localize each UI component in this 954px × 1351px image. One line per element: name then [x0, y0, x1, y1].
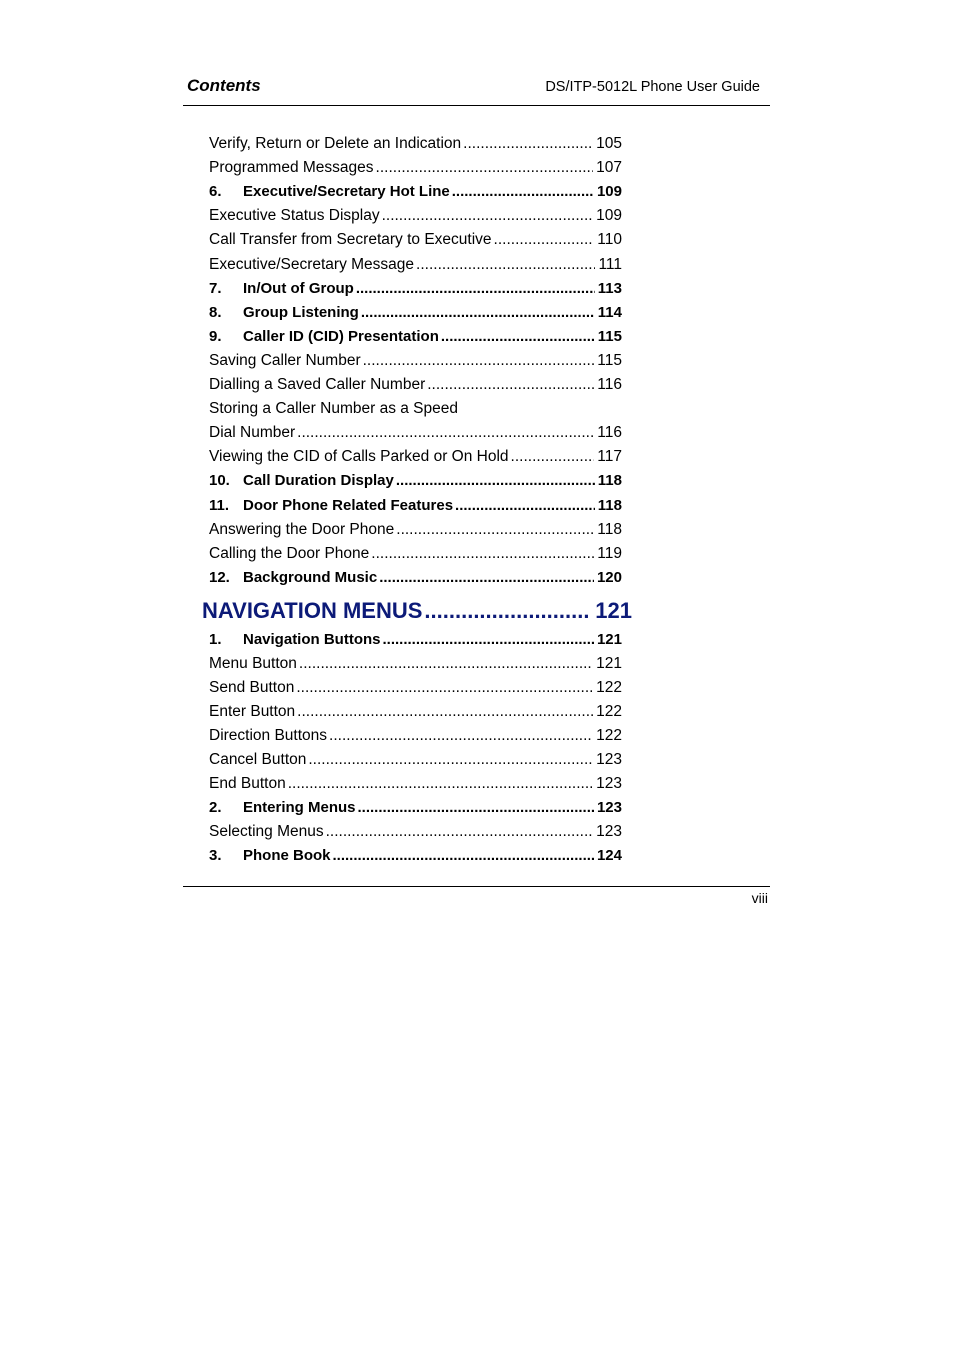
toc-entry[interactable]	[209, 181, 622, 203]
footer-rule	[183, 886, 770, 887]
toc-entry-title: Selecting Menus	[209, 823, 324, 840]
toc-leader	[299, 653, 593, 675]
toc-entry-page: 116	[597, 424, 622, 442]
toc-entry[interactable]	[209, 519, 622, 541]
toc-section-navigation-menus[interactable]	[202, 596, 632, 626]
toc-entry-page: 107	[596, 159, 622, 177]
toc-entry-title: Send Button	[209, 679, 295, 696]
toc-entry-title: Executive/Secretary Hot Line	[243, 183, 450, 201]
toc-entry-title: End Button	[209, 775, 286, 792]
toc-entry[interactable]	[209, 749, 622, 771]
toc-entry-title: Call Duration Display	[243, 472, 394, 490]
header-section-title: Contents	[187, 76, 261, 95]
toc-entry-title: Caller ID (CID) Presentation	[243, 327, 439, 345]
toc-leader	[329, 725, 593, 747]
toc-entry-page: 120	[596, 568, 622, 586]
toc-entry-page: 110	[597, 231, 622, 249]
toc-leader	[427, 374, 594, 396]
toc-entry-number: 10.	[209, 472, 230, 490]
toc-entry-title: Phone Book	[243, 847, 331, 864]
header-document-title: DS/ITP-5012L Phone User Guide	[545, 79, 760, 95]
toc-leader	[308, 749, 593, 771]
toc-entry-page: 122	[596, 727, 622, 744]
toc-entry[interactable]	[209, 495, 622, 517]
toc-entry-title: Calling the Door Phone	[209, 544, 370, 562]
toc-entry-page: 111	[598, 255, 622, 273]
toc-entry[interactable]	[209, 278, 622, 300]
toc-entry-number: 11.	[209, 496, 230, 514]
toc-entry-title: Dialling a Saved Caller Number	[209, 376, 426, 393]
toc-entry-title: Direction Buttons	[209, 727, 328, 744]
toc-leader	[358, 797, 594, 819]
toc-entry-title: Door Phone Related Features	[243, 496, 454, 514]
toc-entry[interactable]	[209, 422, 622, 444]
toc-leader	[371, 543, 594, 565]
toc-entry-title: Answering the Door Phone	[209, 520, 395, 538]
toc-entry-page: 123	[596, 799, 622, 816]
toc-entry-page: 114	[597, 303, 622, 321]
toc-entry-page: 124	[596, 847, 622, 864]
toc-entry[interactable]	[209, 446, 622, 468]
toc-entry[interactable]	[209, 302, 622, 324]
toc-leader	[296, 677, 593, 699]
toc-entry[interactable]	[209, 350, 622, 372]
toc-entry[interactable]	[209, 254, 622, 276]
toc-section-title: NAVIGATION MENUS	[202, 598, 423, 623]
toc-entry-number: 12.	[209, 568, 230, 586]
toc-entry[interactable]	[209, 326, 622, 348]
toc-entry-title: Call Transfer from Secretary to Executive	[209, 231, 492, 249]
toc-entry-page: 118	[597, 496, 622, 514]
toc-leader	[363, 350, 595, 372]
toc-leader	[326, 821, 594, 843]
toc-leader	[416, 254, 595, 276]
toc-entry[interactable]	[209, 543, 622, 565]
toc-entry-title: Saving Caller Number	[209, 351, 361, 369]
toc-entry[interactable]	[209, 229, 622, 251]
toc-entry-page: 115	[597, 351, 622, 369]
toc-entry[interactable]	[209, 677, 622, 699]
toc-entry-title: Executive Status Display	[209, 207, 380, 225]
toc-entry-page: 118	[597, 472, 622, 490]
toc-entry-title: Background Music	[243, 568, 378, 586]
toc-leader	[382, 205, 594, 227]
toc-leader	[333, 845, 594, 867]
toc-leader	[396, 470, 595, 492]
toc-leader	[455, 495, 595, 517]
toc-entry-title: Verify, Return or Delete an Indication	[209, 135, 462, 152]
toc-leader	[463, 133, 593, 155]
toc-entry-page: 122	[596, 679, 622, 696]
toc-entry[interactable]	[209, 133, 622, 155]
toc-entry-title: Group Listening	[243, 303, 359, 321]
toc-entry-page: 122	[596, 703, 622, 720]
toc-entry-number: 2.	[209, 799, 222, 816]
toc-entry[interactable]	[209, 725, 622, 747]
toc-entry[interactable]	[209, 205, 622, 227]
toc-leader	[361, 302, 595, 324]
footer-page-number: viii	[751, 890, 768, 906]
toc-entry-page: 109	[596, 207, 622, 225]
toc-entry-page: 119	[597, 544, 622, 562]
toc-entry-page: 118	[597, 520, 622, 538]
header-rule	[183, 105, 770, 106]
toc-leader	[383, 629, 594, 651]
toc-entry[interactable]	[209, 845, 622, 867]
toc-entry-page: 123	[596, 751, 622, 768]
toc-entry-title: Menu Button	[209, 655, 297, 672]
toc-entry-page: 116	[597, 376, 622, 393]
toc-entry[interactable]	[209, 567, 622, 589]
toc-leader	[441, 326, 595, 348]
toc-leader	[424, 596, 589, 626]
toc-entry-page: 115	[597, 327, 622, 345]
toc-entry-page: 123	[596, 823, 622, 840]
toc-entry[interactable]	[209, 821, 622, 843]
toc-entry-title: Dial Number	[209, 424, 296, 442]
toc-entry-page: 109	[596, 183, 622, 201]
toc-entry[interactable]	[209, 797, 622, 819]
toc-leader	[376, 157, 594, 179]
toc-entry[interactable]	[209, 157, 622, 179]
toc-entry-title: In/Out of Group	[243, 279, 354, 297]
toc-entry-title: Programmed Messages	[209, 159, 374, 177]
toc-entry-number: 6.	[209, 183, 222, 201]
toc-entry-number: 9.	[209, 327, 222, 345]
toc-entry-number: 8.	[209, 303, 222, 321]
toc-entry-page: 121	[596, 655, 622, 672]
toc-section-page: 121	[595, 598, 632, 623]
toc-leader	[379, 567, 594, 589]
toc-leader	[297, 701, 593, 723]
toc-entry-title: Cancel Button	[209, 751, 307, 768]
toc-entry-page: 113	[597, 279, 622, 297]
toc-entry-title: Viewing the CID of Calls Parked or On Hold	[209, 448, 509, 466]
toc-entry-title: Entering Menus	[243, 799, 356, 816]
toc-leader	[297, 422, 594, 444]
toc-entry[interactable]	[209, 470, 622, 492]
toc-leader	[494, 229, 595, 251]
toc-entry-page: 123	[596, 775, 622, 792]
toc-leader	[288, 773, 593, 795]
toc-entry[interactable]	[209, 374, 622, 396]
toc-entry-page: 117	[597, 448, 622, 466]
toc-leader	[356, 278, 595, 300]
toc-entry-number: 7.	[209, 279, 222, 297]
toc-entry[interactable]	[209, 773, 622, 795]
toc-entry-number: 3.	[209, 847, 222, 864]
toc-entry[interactable]	[209, 701, 622, 723]
toc-entry-number: 1.	[209, 631, 222, 648]
toc-entry-page: 121	[596, 631, 622, 648]
toc-entry-page: 105	[596, 135, 622, 152]
toc-entry-title: Navigation Buttons	[243, 631, 381, 648]
toc-entry[interactable]	[209, 398, 622, 420]
toc-entry-title: Storing a Caller Number as a Speed	[209, 400, 458, 418]
toc-entry[interactable]	[209, 629, 622, 651]
toc-leader	[396, 519, 594, 541]
toc-entry[interactable]	[209, 653, 622, 675]
toc-leader	[511, 446, 595, 468]
toc-entry-title: Executive/Secretary Message	[209, 255, 415, 273]
toc-entry-title: Enter Button	[209, 703, 296, 720]
toc-leader	[452, 181, 594, 203]
